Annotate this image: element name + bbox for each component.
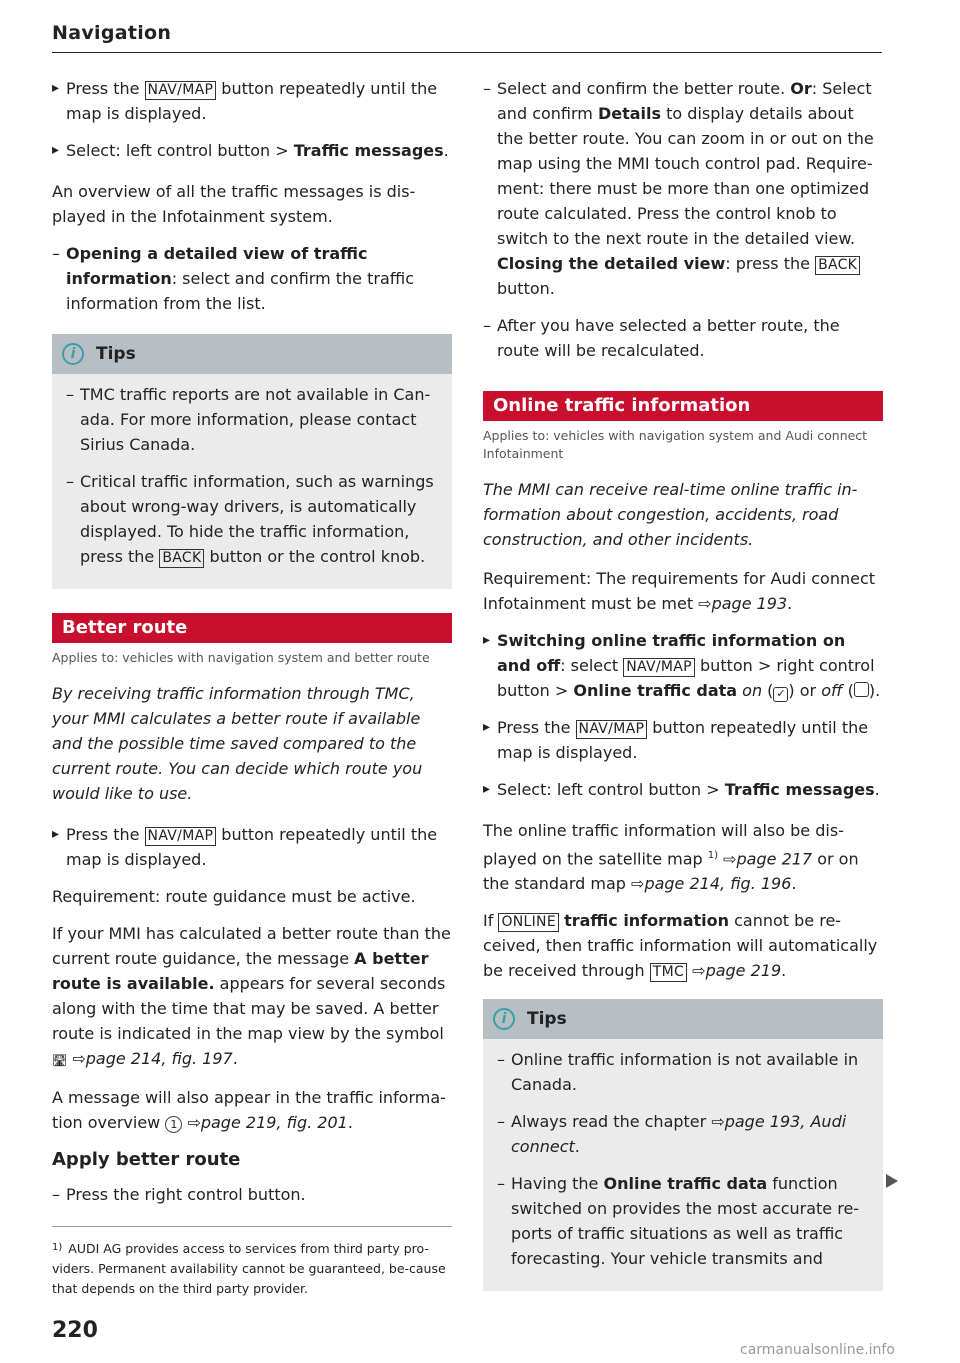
bullet-select-traffic: ▸ Select: left control button > Traffic messages. [52, 138, 452, 163]
tip-read-chapter: – Always read the chapter ⇨page 193, Audi connect. [497, 1109, 869, 1159]
back-key: BACK [815, 256, 860, 275]
dash-recalculated: – After you have selected a better route, the route will be recalculated. [483, 313, 883, 363]
arrow-ref-icon: ⇨ [698, 594, 712, 613]
tip-online-data: – Having the Online traffic data function switched on provides the most accurate re-ports of traffic situations as well as traffic forecasting. Your vehicle transmits and [497, 1171, 869, 1271]
arrow-ref-icon: ⇨ [723, 849, 737, 869]
applies-to-online: Applies to: vehicles with navigation system and Audi connect Infotainment [483, 428, 868, 461]
arrow-ref-icon: ⇨ [711, 1112, 725, 1132]
applies-to-better: Applies to: vehicles with navigation system and better route [52, 650, 430, 665]
requirement-audi-connect: Requirement: The requirements for Audi connect Infotainment must be met ⇨page 193. [483, 569, 876, 613]
online-key: ONLINE [498, 913, 559, 932]
navmap-key: NAV/MAP [145, 827, 217, 846]
tip-critical-traffic: – Critical traffic information, such as warnings about wrong-way drivers, is automatically displayed. To hide the traffic information, press the BACK button or the control knob. [66, 469, 438, 569]
arrow-ref-icon: ⇨ [631, 874, 645, 894]
dash-select-better-route: – Select and confirm the better route. Or: Select and confirm Details to display details about the better route. You can zoom in or out on the map using the MMI touch control pad. Require-ment: there must be more than one optimized route calculated. Press the control knob to switch to the next route in the detailed view. Closing the detailed view: press the BACK button. [483, 76, 883, 301]
section-title-online-traffic: Online traffic information [483, 391, 883, 421]
continue-arrow-icon [886, 1174, 898, 1188]
online-fallback-paragraph: If ONLINE traffic information cannot be re-ceived, then traffic information will automatically be received through TMC ⇨page 219. [483, 911, 878, 981]
tips-header: i Tips [483, 999, 883, 1039]
arrow-ref-icon: ⇨ [692, 961, 706, 981]
better-route-message-paragraph: If your MMI has calculated a better route than the current route guidance, the message A better route is available. appears for several seconds along with the time that may be saved. A better route is indicated in the map view by the symbol 🛣 ⇨page 214, fig. 197. [52, 924, 451, 1068]
better-route-symbol-icon: 🛣 [52, 1053, 68, 1067]
tip-online-canada: – Online traffic information is not available in Canada. [497, 1047, 869, 1097]
tmc-key: TMC [650, 963, 687, 982]
info-icon: i [62, 343, 84, 365]
navmap-key: NAV/MAP [576, 720, 648, 739]
checkbox-checked-icon: ✓ [773, 687, 788, 702]
requirement-guidance: Requirement: route guidance must be active. [52, 887, 416, 906]
tip-tmc-canada: – TMC traffic reports are not available in Can-ada. For more information, please contact Sirius Canada. [66, 382, 438, 457]
bullet-press-navmap-2: ▸ Press the NAV/MAP button repeatedly until the map is displayed. [52, 822, 452, 872]
online-intro: The MMI can receive real-time online traffic in-formation about congestion, accidents, road construction, and other incidents. [483, 480, 858, 549]
callout-1: 1 [165, 1116, 182, 1133]
apply-better-route-title: Apply better route [52, 1149, 241, 1170]
bullet-press-navmap: ▸ Press the NAV/MAP button repeatedly until the map is displayed. [52, 76, 452, 126]
tips-box-left [52, 334, 452, 589]
dash-opening-detail: – Opening a detailed view of traffic information: select and confirm the traffic information from the list. [52, 241, 452, 316]
navmap-key: NAV/MAP [623, 658, 695, 677]
section-title-better-route: Better route [52, 613, 452, 643]
back-key: BACK [159, 549, 204, 568]
header-rule [52, 52, 882, 53]
tips-box-right [483, 999, 883, 1291]
message-overview-paragraph: A message will also appear in the traffic informa-tion overview 1 ⇨page 219, fig. 201. [52, 1088, 446, 1132]
left-column [52, 76, 452, 1219]
bullet-switch-online: ▸ Switching online traffic information on and off: select NAV/MAP button > right control button > Online traffic data on ( ✓ ) or off ( ). [483, 628, 883, 703]
arrow-ref-icon: ⇨ [72, 1049, 86, 1068]
footnote: $^{1)}$ AUDI AG provides access to services from third party pro-viders. Permanent availability cannot be guaranteed, be-cause that depends on the third party provider. [52, 1241, 446, 1296]
satellite-map-paragraph: The online traffic information will also be dis-played on the satellite map $^{1)}$ ⇨page 217 or on the standard map ⇨page 214, fig. 196. [483, 821, 859, 894]
section-header: Navigation [52, 22, 172, 44]
overview-paragraph: An overview of all the traffic messages is dis-played in the Infotainment system. [52, 182, 416, 226]
checkbox-empty-icon [854, 682, 869, 697]
right-column [483, 76, 883, 1291]
tips-header: i Tips [52, 334, 452, 374]
dash-press-right: – Press the right control button. [52, 1182, 452, 1207]
watermark: carmanualsonline.info [740, 1342, 895, 1358]
footnote-rule [52, 1226, 452, 1227]
arrow-ref-icon: ⇨ [187, 1113, 201, 1132]
page-number: 220 [52, 1318, 98, 1343]
navmap-key: NAV/MAP [145, 81, 217, 100]
bullet-press-navmap-3: ▸ Press the NAV/MAP button repeatedly until the map is displayed. [483, 715, 883, 765]
bullet-select-traffic-2: ▸ Select: left control button > Traffic messages. [483, 777, 883, 802]
better-route-intro: By receiving traffic information through TMC, your MMI calculates a better route if available and the possible time saved compared to the current route. You can decide which route you would like to use. [52, 684, 423, 803]
info-icon: i [493, 1008, 515, 1030]
